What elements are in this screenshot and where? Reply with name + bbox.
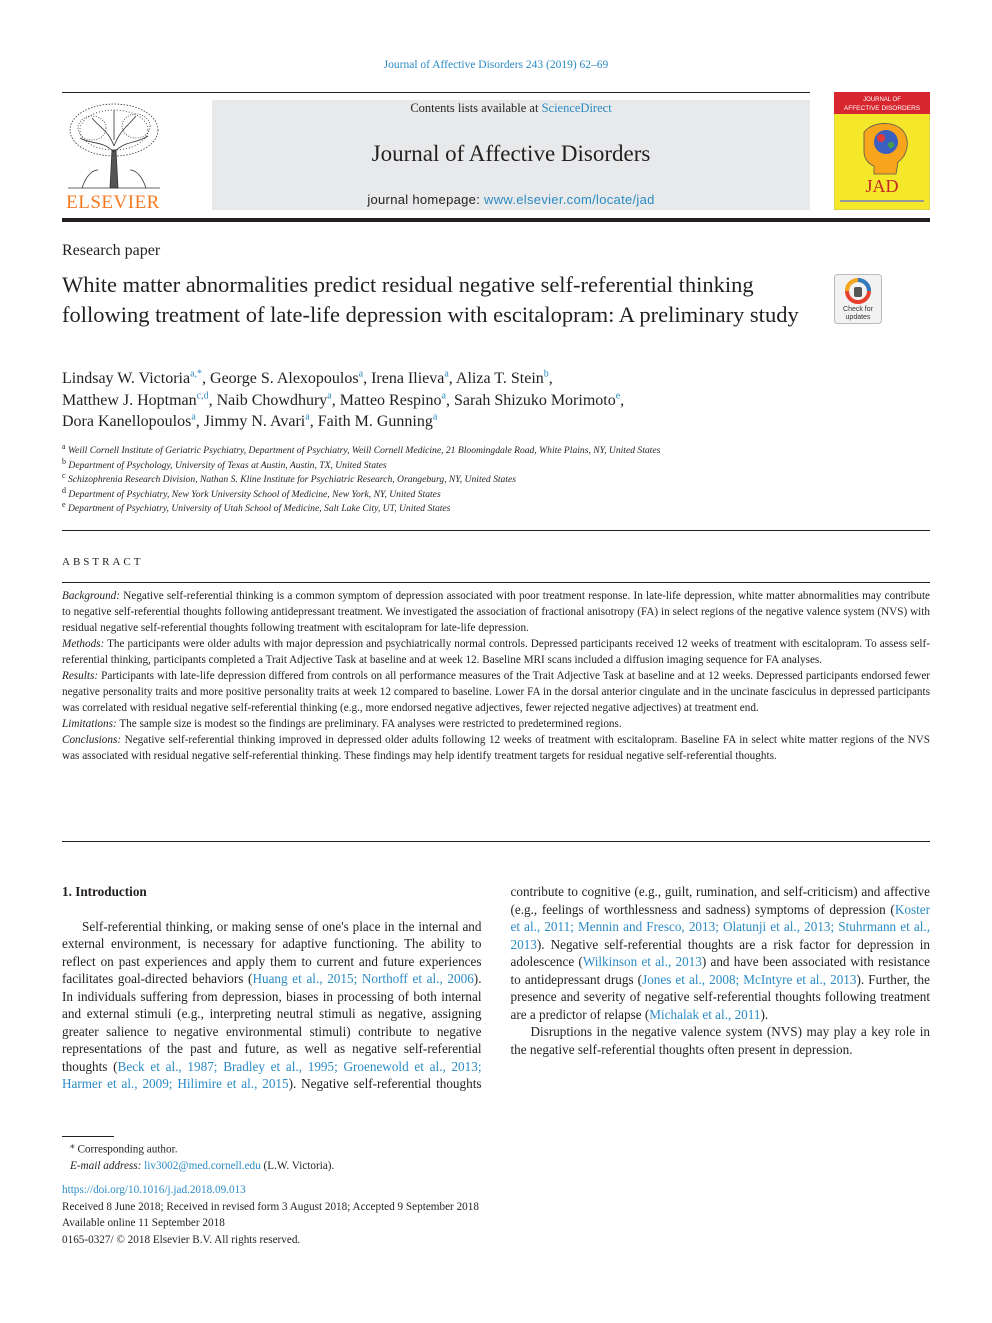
text-run: Self-referential thinking, or making sense of one's place in the internal and external environment, is necessary for adaptive functioning. The ability to reflect on past experiences and apply them to current and future experiences facilitates goal-directed behaviors ( bbox=[62, 918, 482, 986]
author-separator: , bbox=[620, 391, 625, 409]
footnote-star: ⁎ bbox=[70, 1141, 75, 1151]
affiliation-text: Weill Cornell Institute of Geriatric Psychiatry, Department of Psychiatry, Weill Cornell Medicine, 21 Bloomingdale Road, White Plains, NY, United States bbox=[67, 445, 661, 456]
abstract-section bbox=[62, 588, 930, 636]
journal-cover[interactable] bbox=[834, 92, 930, 210]
affiliation-marker[interactable]: a bbox=[305, 411, 310, 423]
author-list bbox=[62, 368, 862, 433]
elsevier-tree-icon bbox=[62, 100, 164, 190]
intro-paragraph-1 bbox=[62, 883, 930, 1098]
check-updates-line-2: updates bbox=[845, 314, 871, 321]
affiliation bbox=[62, 485, 922, 503]
contents-prefix: Contents lists available at bbox=[410, 101, 542, 115]
author-name: Matthew J. Hoptman bbox=[62, 391, 197, 409]
cover-line-1: JOURNAL OF bbox=[863, 97, 901, 103]
affiliation-marker[interactable]: a bbox=[191, 411, 196, 423]
citation-link[interactable]: Wilkinson et al., 2013 bbox=[582, 954, 702, 969]
abstract-section-label: Conclusions: bbox=[62, 734, 122, 746]
author-name: Naib Chowdhury bbox=[216, 391, 328, 409]
cover-line-2: AFFECTIVE DISORDERS bbox=[843, 105, 921, 112]
text-run: ). Negative self-referential thoughts are a risk factor for depression in adolescence ( bbox=[510, 936, 930, 969]
intro-flow bbox=[62, 883, 930, 1098]
author[interactable] bbox=[62, 413, 204, 430]
section-heading: 1. Introduction bbox=[62, 884, 147, 899]
abstract-section bbox=[62, 732, 930, 764]
text-run: ). Further, the presence and severity of negative self-referential thoughts following treatment are a predictor of relapse ( bbox=[510, 971, 930, 1022]
homepage-link[interactable]: www.elsevier.com/locate/jad bbox=[484, 192, 655, 207]
author-name: Irena Ilieva bbox=[371, 370, 445, 387]
affiliation-marker[interactable]: a bbox=[358, 368, 364, 380]
affiliation-key: b bbox=[62, 456, 66, 466]
affiliation-key: a bbox=[62, 441, 66, 451]
email-note bbox=[62, 1158, 562, 1175]
text-run: ) and have been associated with resistance to antidepressant drugs ( bbox=[510, 954, 930, 987]
affiliation-marker[interactable]: b bbox=[543, 368, 549, 380]
abstract-section-label: Limitations: bbox=[62, 718, 117, 730]
email-suffix: (L.W. Victoria). bbox=[260, 1160, 335, 1173]
author[interactable] bbox=[62, 370, 210, 387]
divider bbox=[62, 530, 930, 531]
author[interactable] bbox=[204, 413, 318, 430]
author[interactable] bbox=[340, 392, 454, 409]
intro-paragraph-2: Disruptions in the negative valence system (NVS) may play a key role in the negative self-referential thoughts often present in depression. bbox=[510, 1024, 930, 1057]
divider bbox=[62, 582, 930, 583]
author-separator: , bbox=[202, 370, 211, 387]
author-separator: , bbox=[445, 391, 454, 409]
author-name: Sarah Shizuko Morimoto bbox=[453, 391, 616, 409]
abstract-section bbox=[62, 716, 930, 732]
contents-line bbox=[212, 101, 810, 116]
journal-title: Journal of Affective Disorders bbox=[371, 141, 651, 166]
affiliation-marker[interactable]: c,d bbox=[196, 390, 209, 402]
homepage-line bbox=[212, 192, 810, 207]
abstract-section-text: Negative self-referential thinking is a common symptom of depression associated with poor treatment response. In late-life depression, white matter abnormalities may contribute to negative self-referential thoughts following antidepressant treatment. We investigated the association of fractional anisotropy (FA) in select regions of the negative valence system (NVS) with residual negative self-referential thoughts following treatment with escitalopram for late-life depression. bbox=[62, 590, 931, 634]
text-run: ). In individuals suffering from depression, biases in processing of both internal and external stimuli (e.g., interpreting neutral stimuli as negative, assigning greater salience to negative environmental stimuli) contribute to negative representations of the past and future, as well as negative self-referential thoughts ( bbox=[62, 971, 482, 1074]
affiliation-text: Department of Psychology, University of Texas at Austin, Austin, TX, United States bbox=[68, 459, 387, 471]
abstract-section bbox=[62, 636, 930, 668]
author[interactable] bbox=[210, 370, 371, 387]
divider bbox=[62, 841, 930, 842]
author[interactable] bbox=[371, 370, 456, 387]
author-separator: , bbox=[363, 370, 372, 387]
affiliation bbox=[62, 499, 922, 517]
article-meta bbox=[62, 1182, 662, 1248]
author-separator: , bbox=[309, 413, 318, 430]
author[interactable] bbox=[454, 392, 624, 409]
abstract-section-text: The participants were older adults with major depression and psychiatrically normal controls. Depressed participants received 12 weeks of treatment with escitalopram. To assess self-referential thinking, participants completed a Trait Adjective Task at baseline and at week 12. Baseline MRI scans included a diffusion imaging sequence for FA analyses. bbox=[62, 638, 930, 666]
available-online: Available online 11 September 2018 bbox=[62, 1217, 225, 1229]
footnotes bbox=[62, 1138, 562, 1175]
footnote-rule bbox=[62, 1136, 114, 1137]
check-updates-icon bbox=[834, 274, 882, 324]
corresponding-text: Corresponding author. bbox=[77, 1143, 178, 1156]
affiliation bbox=[62, 470, 922, 488]
citation-link[interactable]: Beck et al., 1987; Bradley et al., 1995; Groenewold et al., 2013; Harmer et al., 2009; Hilimire et al., 2015 bbox=[62, 1058, 482, 1091]
copyright: 0165-0327/ © 2018 Elsevier B.V. All rights reserved. bbox=[62, 1233, 301, 1246]
text-run: ). bbox=[760, 1006, 769, 1022]
check-for-updates-badge[interactable] bbox=[834, 274, 882, 324]
author-separator: , bbox=[448, 370, 456, 387]
abstract-section-text: Participants with late-life depression differed from controls on all performance measures of the Trait Adjective Task at baseline and at 12 weeks. Depressed participants endorsed fewer negative personality traits and more positive personality traits at week 12 compared to baseline. Lower FA in the dorsal anterior cingulate and in the uncinate fasciculus in depressed participants was correlated with residual negative self-referential thinking (e.g., more endorsed negative adjectives, fewer rejected negative adjectives) at treatment end. bbox=[62, 670, 931, 714]
homepage-prefix: journal homepage: bbox=[367, 192, 485, 207]
author-name: Jimmy N. Avari bbox=[203, 413, 306, 430]
publisher-wordmark: ELSEVIER bbox=[66, 192, 160, 213]
author[interactable] bbox=[456, 370, 553, 387]
abstract-section-label: Methods: bbox=[62, 638, 105, 650]
email-label: E-mail address: bbox=[70, 1160, 142, 1173]
affiliation bbox=[62, 456, 922, 474]
author-separator: , bbox=[208, 391, 217, 409]
citation-link[interactable]: Michalak et al., 2011 bbox=[649, 1006, 761, 1022]
sciencedirect-link[interactable]: ScienceDirect bbox=[541, 101, 612, 115]
affiliation-marker[interactable]: a bbox=[327, 390, 332, 402]
author[interactable] bbox=[217, 392, 340, 409]
author-name: Aliza T. Stein bbox=[455, 370, 544, 387]
author-name: Dora Kanellopoulos bbox=[62, 413, 192, 430]
doi-link[interactable]: https://doi.org/10.1016/j.jad.2018.09.013 bbox=[62, 1184, 246, 1196]
journal-cover-image bbox=[834, 92, 930, 210]
affiliation-list bbox=[62, 441, 922, 517]
affiliation-key: c bbox=[62, 470, 66, 480]
article-type: Research paper bbox=[62, 242, 161, 259]
author-separator: , bbox=[331, 391, 340, 409]
affiliation bbox=[62, 441, 922, 459]
author-separator: , bbox=[548, 370, 553, 387]
affiliation-marker[interactable]: a bbox=[444, 368, 449, 380]
abstract-body bbox=[62, 588, 930, 764]
abstract-section bbox=[62, 668, 930, 716]
citation-link[interactable]: Huang et al., 2015; Northoff et al., 2006 bbox=[252, 971, 474, 986]
corresponding-author-note bbox=[62, 1138, 562, 1158]
citation-link[interactable]: Koster et al., 2011; Mennin and Fresco, 2013; Olatunji et al., 2013; Stuhrmann et al., 2013 bbox=[510, 901, 930, 952]
check-updates-line-1: Check for bbox=[843, 306, 873, 313]
abstract-section-text: Negative self-referential thinking improved in depressed older adults following 12 weeks of treatment with escitalopram. Baseline FA in select white matter regions of the NVS was associated with residual negative self-referential thinking. These findings may help identify treatment targets for residual negative self-referential thoughts. bbox=[62, 734, 931, 762]
affiliation-marker[interactable]: e bbox=[615, 390, 621, 402]
author-name: Matteo Respino bbox=[339, 391, 442, 409]
article-title: White matter abnormalities predict residual negative self-referential thinking following treatment of late-life depression with escitalopram: A preliminary study bbox=[62, 272, 799, 327]
author-name: George S. Alexopoulos bbox=[210, 370, 359, 387]
author-name: Lindsay W. Victoria bbox=[62, 370, 191, 387]
author[interactable] bbox=[318, 413, 438, 430]
author[interactable] bbox=[62, 392, 217, 409]
abstract-section-label: Background: bbox=[62, 590, 120, 602]
affiliation-key: e bbox=[62, 499, 66, 509]
journal-citation[interactable]: Journal of Affective Disorders 243 (2019) 62–69 bbox=[383, 59, 609, 71]
affiliation-marker[interactable]: a bbox=[432, 411, 438, 423]
author-separator: , bbox=[195, 413, 204, 430]
cover-logo: JAD bbox=[865, 176, 899, 196]
received-dates: Received 8 June 2018; Received in revised form 3 August 2018; Accepted 9 September 2018 bbox=[62, 1200, 479, 1213]
text-run: ). Negative self-referential thoughts contribute to cognitive (e.g., guilt, rumination, and self-criticism) and affective (e.g., feelings of worthlessness and sadness) symptoms of depression ( bbox=[288, 884, 930, 1091]
affiliation-text: Department of Psychiatry, University of Utah School of Medicine, Salt Lake City, UT, United States bbox=[67, 503, 451, 514]
header-rule-top bbox=[62, 92, 810, 93]
abstract-heading: ABSTRACT bbox=[62, 556, 144, 568]
citation-link[interactable]: Jones et al., 2008; McIntyre et al., 2013 bbox=[642, 971, 857, 987]
author-name: Faith M. Gunning bbox=[317, 413, 433, 430]
affiliation-text: Department of Psychiatry, New York University School of Medicine, New York, NY, United States bbox=[68, 488, 441, 500]
affiliation-text: Schizophrenia Research Division, Nathan S. Kline Institute for Psychiatric Research, Orangeburg, NY, United States bbox=[67, 474, 516, 485]
abstract-section-label: Results: bbox=[62, 670, 99, 682]
affiliation-marker[interactable]: a bbox=[441, 390, 446, 402]
affiliation-key: d bbox=[62, 485, 66, 495]
corresponding-marker[interactable]: * bbox=[197, 368, 203, 380]
abstract-section-text: The sample size is modest so the findings are preliminary. FA analyses were restricted to predetermined regions. bbox=[119, 718, 622, 730]
header-rule-bottom bbox=[62, 218, 930, 222]
email-link[interactable]: liv3002@med.cornell.edu bbox=[144, 1160, 261, 1173]
affiliation-marker[interactable]: a, bbox=[190, 368, 198, 380]
